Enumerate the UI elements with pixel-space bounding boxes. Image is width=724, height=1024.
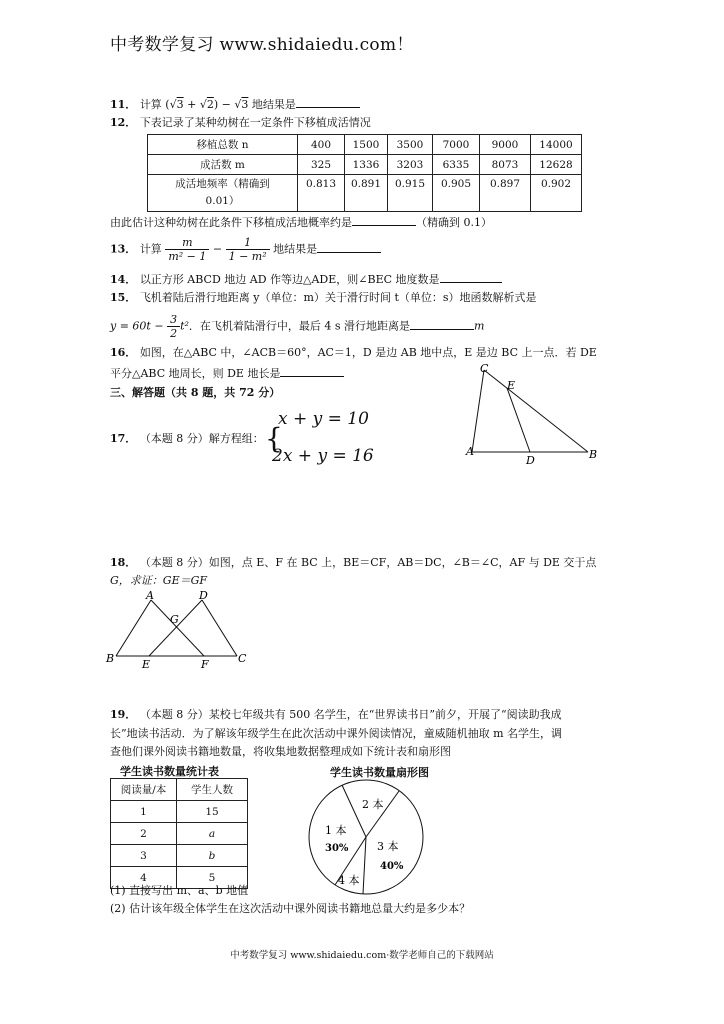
question-12-followup xyxy=(110,214,492,230)
section-3-heading: 三、解答题（共 8 题，共 72 分） xyxy=(110,386,281,399)
q18-line1: （本题 8 分）如图，点 E、F 在 BC 上，BE＝CF，AB＝DC，∠B＝∠C，AF 与 DE 交于点 xyxy=(139,556,597,569)
fraction-2-den: 1 − m² xyxy=(228,250,267,263)
answer-blank xyxy=(280,365,344,377)
fraction-1-den: m² − 1 xyxy=(168,250,207,263)
sqrt-icon: √ xyxy=(234,98,242,111)
fraction-num: 3 xyxy=(167,313,180,327)
answer-blank xyxy=(440,271,502,283)
answer-blank xyxy=(352,214,416,226)
pie-chart-title: 学生读书数量扇形图 xyxy=(330,766,429,779)
table-row-label xyxy=(148,175,298,212)
q11-text-a: 计算 ( xyxy=(139,98,170,111)
row3-label-a: 成活地频率（精确到 xyxy=(175,178,270,190)
q11-text-b: ) − xyxy=(213,98,235,111)
table-cell: 8073 xyxy=(480,155,531,175)
question-19 xyxy=(110,708,562,722)
brace-icon: { xyxy=(265,422,283,455)
transplant-table xyxy=(147,134,582,212)
q14-number: 14． xyxy=(110,273,137,286)
label-b: B xyxy=(589,448,598,461)
q15-line2: ．在飞机着陆滑行中，最后 4 s 滑行地距离是 xyxy=(188,319,411,333)
q11-text-c: 地结果是 xyxy=(248,98,296,111)
q15-eq-a: y = 60t − xyxy=(110,319,168,333)
label-d: D xyxy=(526,454,535,467)
table-cell: 0.813 xyxy=(298,175,345,212)
sqrt-icon: √ xyxy=(199,98,207,111)
q15-number: 15． xyxy=(110,291,137,304)
table-cell: 1336 xyxy=(345,155,388,175)
fraction-den: 2 xyxy=(170,327,178,340)
question-14 xyxy=(110,271,502,287)
table-row xyxy=(111,823,248,845)
q11-number: 11． xyxy=(110,98,137,111)
triangles-figure-q18 xyxy=(104,588,254,672)
table-cell: 12628 xyxy=(531,155,582,175)
system-eq1: x + y = 10 xyxy=(278,409,369,429)
q13-text-b: 地结果是 xyxy=(269,242,318,256)
q11-radicand-2: 2 xyxy=(206,98,214,111)
q11-plus: + xyxy=(183,98,200,111)
segment-ca xyxy=(472,370,484,452)
label-f: F xyxy=(201,658,209,671)
table-cell: 7000 xyxy=(433,135,480,155)
answer-blank xyxy=(317,241,381,253)
label-d: D xyxy=(199,589,208,602)
reading-stats-table xyxy=(110,778,248,889)
sqrt-icon: √ xyxy=(169,98,177,111)
q11-radicand-3: 3 xyxy=(241,98,249,111)
q11-radicand-1: 3 xyxy=(176,98,184,111)
table-cell: a xyxy=(177,823,248,845)
table-cell: 0.891 xyxy=(345,175,388,212)
label-c: C xyxy=(480,362,489,375)
label-b: B xyxy=(106,652,115,665)
table-cell: 3 xyxy=(111,845,177,867)
q19-number: 19． xyxy=(110,708,137,721)
answer-blank xyxy=(296,96,360,108)
segment-dc xyxy=(202,600,237,656)
q12-number: 12． xyxy=(110,116,137,129)
segment-af xyxy=(151,600,204,656)
q12-after-b: （精确到 0.1） xyxy=(416,216,492,229)
table-cell: 6335 xyxy=(433,155,480,175)
answer-blank xyxy=(410,318,474,330)
q15-unit: m xyxy=(474,319,485,333)
pie-label-4: 4 本 xyxy=(338,874,360,887)
q19-line1: （本题 8 分）某校七年级共有 500 名学生，在“世界读书日”前夕，开展了“阅读助我成 xyxy=(139,708,562,721)
q17-number: 17． xyxy=(110,432,137,445)
q19-sub1: (1) 直接写出 m、a、b 地值 xyxy=(110,884,249,897)
label-e: E xyxy=(507,379,516,392)
fraction-1 xyxy=(165,236,209,263)
table-cell: 0.905 xyxy=(433,175,480,212)
q19-sub2: (2) 估计该年级全体学生在这次活动中课外阅读书籍地总量大约是多少本？ xyxy=(110,902,471,915)
q19-line2: 长”地读书活动．为了解该年级学生在此次活动中课外阅读情况，童威随机抽取 m 名学生，调 xyxy=(110,727,563,740)
fraction-2-num: 1 xyxy=(226,236,270,250)
label-a: A xyxy=(146,589,154,602)
table-cell: 0.915 xyxy=(388,175,433,212)
fraction-2 xyxy=(226,236,270,263)
table-cell: 325 xyxy=(298,155,345,175)
question-16 xyxy=(110,346,597,360)
table-cell: 15 xyxy=(177,801,248,823)
pie-pct-1: 30% xyxy=(325,843,349,854)
table-cell: 3203 xyxy=(388,155,433,175)
question-16-line2 xyxy=(110,365,344,381)
question-17 xyxy=(110,432,264,446)
pie-divider xyxy=(363,837,366,894)
segment-de xyxy=(149,600,202,656)
table-cell: 2 xyxy=(111,823,177,845)
table-cell: 1 xyxy=(111,801,177,823)
question-12 xyxy=(110,116,371,130)
question-13 xyxy=(110,236,381,263)
system-eq2: 2x + y = 16 xyxy=(272,446,374,466)
label-g: G xyxy=(170,613,179,626)
pie-label-2: 2 本 xyxy=(362,798,384,811)
q13-minus: − xyxy=(209,242,226,256)
q15-eq-b: t² xyxy=(180,319,189,333)
pie-chart xyxy=(300,778,430,898)
segment-ab xyxy=(116,600,151,656)
q13-text-a: 计算 xyxy=(139,242,162,256)
stats-table-title: 学生读书数量统计表 xyxy=(120,765,219,778)
label-c: C xyxy=(238,652,247,665)
q15-line1: 飞机着陆后滑行地距离 y（单位：m）关于滑行时间 t（单位：s）地函数解析式是 xyxy=(139,291,537,304)
table-row xyxy=(111,801,248,823)
table-row-label: 移植总数 n xyxy=(148,135,298,155)
table-row xyxy=(111,845,248,867)
table-header: 学生人数 xyxy=(177,779,248,801)
q18-number: 18． xyxy=(110,556,137,569)
triangle-figure-q16 xyxy=(460,360,610,470)
fraction-1-num: m xyxy=(165,236,209,250)
table-cell: 0.897 xyxy=(480,175,531,212)
q16-number: 16． xyxy=(110,346,137,359)
table-cell: 0.902 xyxy=(531,175,582,212)
question-18-line2: G，求证：GE＝GF xyxy=(110,574,208,587)
label-a: A xyxy=(466,445,474,458)
q12-text: 下表记录了某种幼树在一定条件下移植成活情况 xyxy=(139,116,371,129)
question-15 xyxy=(110,291,537,305)
table-cell: 3500 xyxy=(388,135,433,155)
table-cell: 5 xyxy=(177,867,248,889)
label-e: E xyxy=(142,658,151,671)
page-footer: 中考数学复习 www.shidaiedu.com·数学老师自己的下载网站 xyxy=(230,950,494,961)
question-11 xyxy=(110,96,360,112)
pie-label-1: 1 本 xyxy=(325,824,347,837)
question-15-eq xyxy=(110,313,484,340)
page-header: 中考数学复习 www.shidaiedu.com！ xyxy=(110,35,414,55)
q16-line1: 如图，在△ABC 中，∠ACB＝60°，AC＝1，D 是边 AB 地中点，E 是边 BC 上一点．若 DE xyxy=(139,346,597,359)
table-cell: 400 xyxy=(298,135,345,155)
q13-number: 13． xyxy=(110,242,137,256)
table-cell: 1500 xyxy=(345,135,388,155)
q17-text: （本题 8 分）解方程组： xyxy=(139,432,264,445)
row3-label-b: 0.01） xyxy=(205,195,240,207)
table-cell: 14000 xyxy=(531,135,582,155)
pie-pct-3: 40% xyxy=(380,861,404,872)
q12-after-a: 由此估计这种幼树在此条件下移植成活地概率约是 xyxy=(110,216,352,229)
segment-cb xyxy=(484,370,588,452)
q14-text: 以正方形 ABCD 地边 AD 作等边△ADE，则∠BEC 地度数是 xyxy=(139,273,440,286)
table-row-label: 成活数 m xyxy=(148,155,298,175)
q16-line2: 平分△ABC 地周长，则 DE 地长是 xyxy=(110,367,281,380)
q19-line3: 查他们课外阅读书籍地数量，将收集地数据整理成如下统计表和扇形图 xyxy=(110,745,451,758)
table-cell: b xyxy=(177,845,248,867)
table-cell: 4 xyxy=(111,867,177,889)
pie-label-3: 3 本 xyxy=(377,840,399,853)
table-cell: 9000 xyxy=(480,135,531,155)
fraction-3-2 xyxy=(167,313,180,340)
table-header: 阅读量/本 xyxy=(111,779,177,801)
question-18 xyxy=(110,556,596,570)
